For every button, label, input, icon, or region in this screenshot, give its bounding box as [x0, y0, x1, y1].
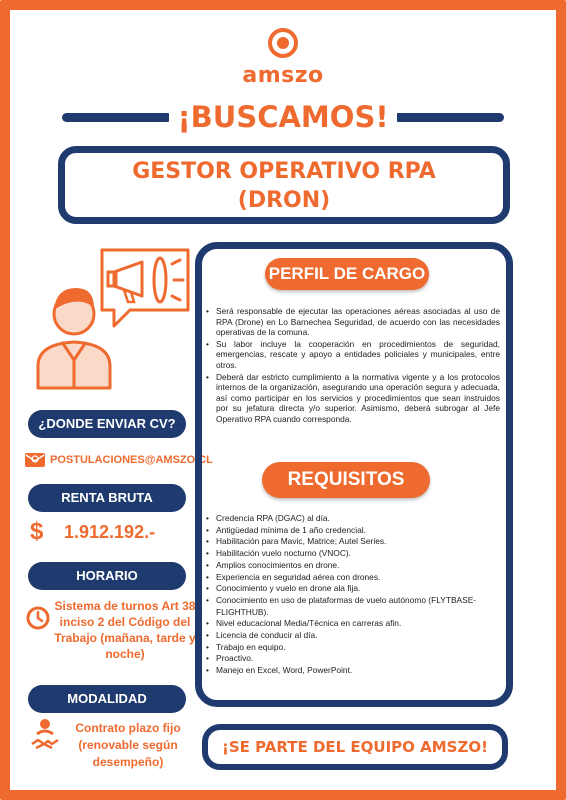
list-item: • Será responsable de ejecutar las operaciones aéreas asociadas al uso de RPA (Drone) en Lo Barnechea Seguridad, de acuerdo con las necesidades operativas de la comuna.	[206, 306, 500, 338]
list-item: • Conocimiento en uso de plataformas de vuelo autónomo (FLYTBASE-FLIGHTHUB).	[206, 595, 500, 618]
recruiter-megaphone-illustration	[24, 242, 194, 392]
modality-text: Contrato plazo fijo (renovable según desempeño)	[75, 721, 181, 769]
brand-name: amszo	[242, 63, 324, 88]
profile-list	[206, 306, 500, 426]
requirements-list	[206, 513, 500, 677]
requirements-title: REQUISITOS	[262, 462, 430, 498]
cta-text: ¡SE PARTE DEL EQUIPO AMSZO!	[222, 738, 488, 756]
modality-label: MODALIDAD	[28, 685, 186, 713]
schedule-row	[26, 598, 196, 678]
cta-box	[202, 724, 508, 770]
headline-text: ¡BUSCAMOS!	[169, 100, 396, 134]
brand-logo	[0, 28, 566, 88]
list-item: • Antigüedad mínima de 1 año credencial.	[206, 525, 500, 537]
list-item: • Nivel educacional Media/Técnica en carreras afin.	[206, 618, 500, 630]
dollar-icon: $	[30, 518, 44, 545]
job-title-line-1: GESTOR OPERATIVO RPA	[132, 159, 436, 184]
list-item: • Trabajo en equipo.	[206, 642, 500, 654]
salary-amount: 1.912.192.-	[64, 522, 156, 542]
clock-icon	[26, 606, 50, 630]
list-item: • Credencia RPA (DGAC) al día.	[206, 513, 500, 525]
schedule-label: HORARIO	[28, 562, 186, 590]
list-item: • Habilitación vuelo nocturno (VNOC).	[206, 548, 500, 560]
list-item: • Proactivo.	[206, 653, 500, 665]
job-title-line-2: (DRON)	[237, 188, 331, 213]
contract-row	[28, 718, 198, 774]
email-address[interactable]: POSTULACIONES@AMSZO.CL	[50, 454, 213, 466]
salary-label: RENTA BRUTA	[28, 484, 186, 512]
cv-label: ¿DONDE ENVIAR CV?	[28, 410, 186, 438]
list-item: • Habilitación para Mavic, Matrice; Autel Series.	[206, 536, 500, 548]
schedule-text: Sistema de turnos Art 38 inciso 2 del Código del Trabajo (mañana, tarde y noche)	[54, 599, 196, 661]
envelope-icon	[24, 452, 46, 468]
list-item: • Conocimiento y vuelo en drone ala fija.	[206, 583, 500, 595]
list-item: • Licencia de conducir al día.	[206, 630, 500, 642]
list-item: • Amplios conocimientos en drone.	[206, 560, 500, 572]
salary-row	[28, 518, 198, 546]
list-item: • Experiencia en seguridad aérea con drones.	[206, 572, 500, 584]
list-item: • Su labor incluye la cooperación en procedimientos de seguridad, emergencias, rescate y apoyo a entidades policiales y municipales, entre otros.	[206, 339, 500, 371]
email-row	[24, 452, 213, 472]
list-item: • Manejo en Excel, Word, PowerPoint.	[206, 665, 500, 677]
profile-title: PERFIL DE CARGO	[265, 258, 429, 290]
headline	[62, 100, 504, 134]
handshake-icon	[30, 718, 60, 752]
list-item: • Deberá dar estricto cumplimiento a la normativa vigente y a los protocolos internos de la organización, asegurando una operación segura y adecuada, así como participar en los servicios y procedimientos que sean instruidos por su jefatura directa y/o superior. Asimismo, deberá subrogar al Jefe Operativo RPA cuando corresponda.	[206, 372, 500, 425]
logo-icon	[268, 28, 298, 58]
job-title-box	[58, 146, 510, 224]
